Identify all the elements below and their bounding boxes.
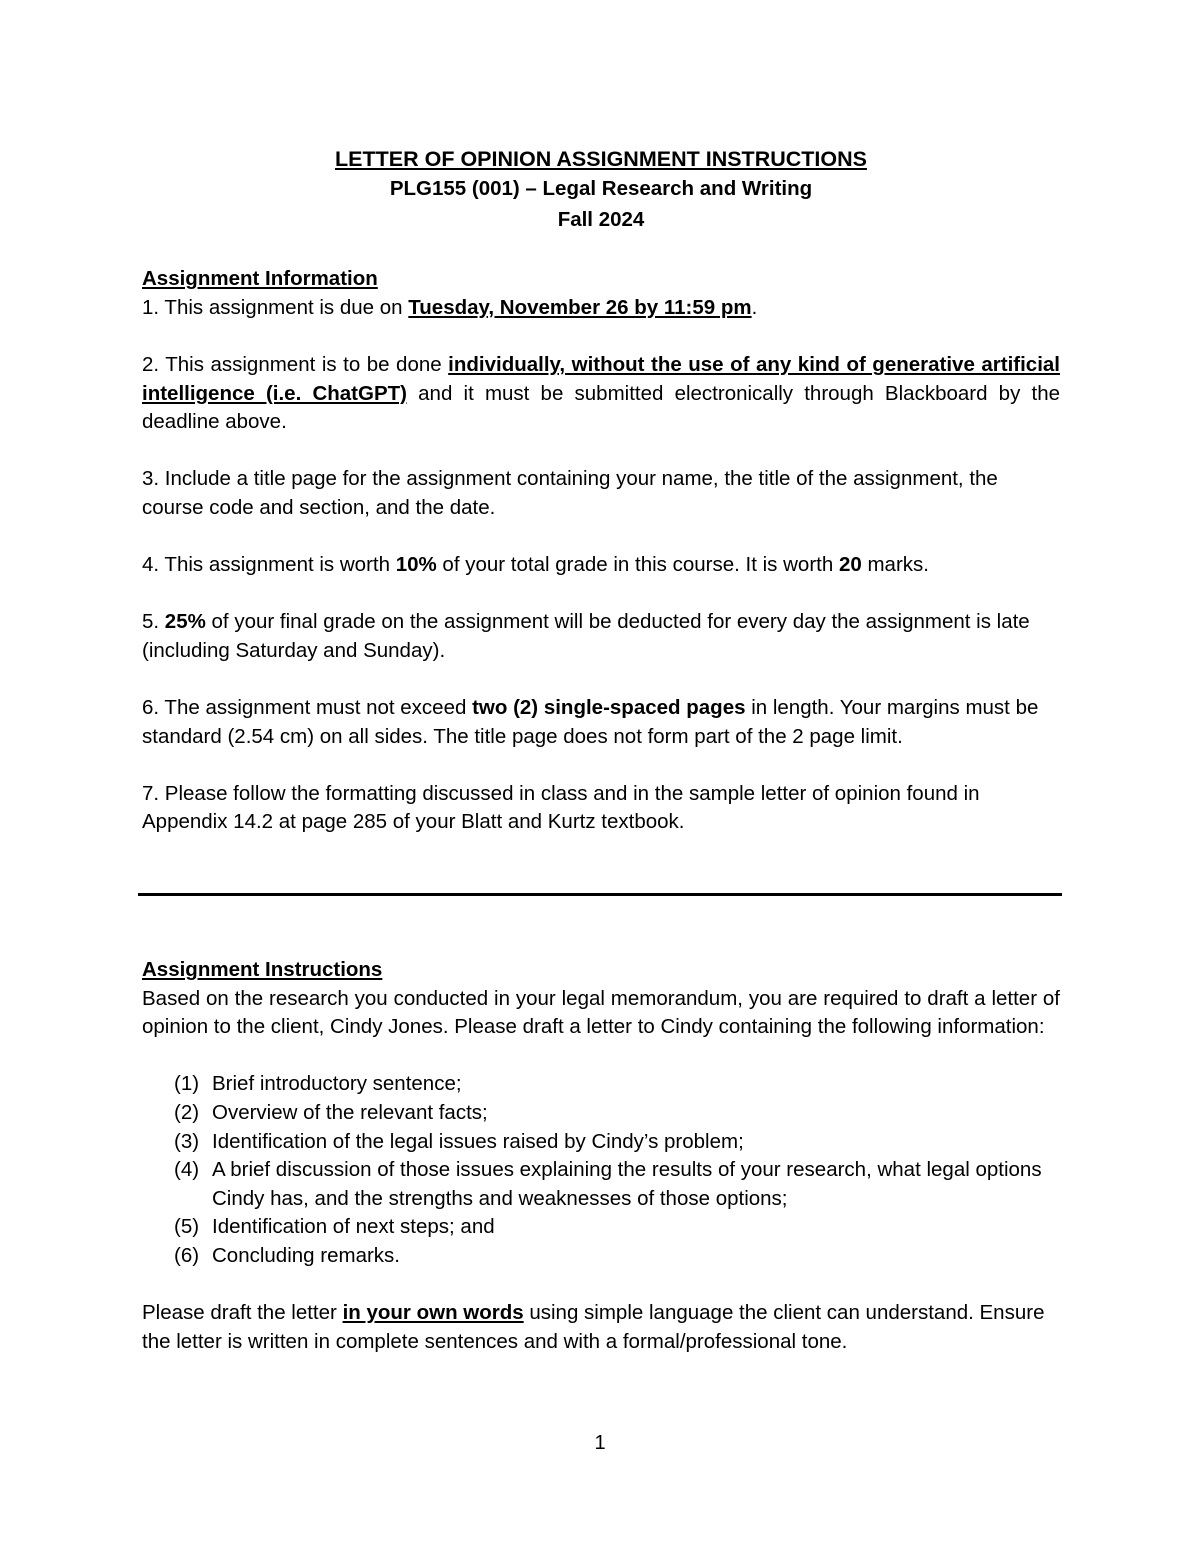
list-item: (5) Identification of next steps; and	[174, 1215, 495, 1239]
individual-work-emphasis: individually, without the use of any kind of generative artificial intelligence (i.e. ChatGPT)	[142, 352, 1060, 405]
info-heading: Assignment Information	[142, 267, 378, 291]
info-item-1: 1. This assignment is due on Tuesday, November 26 by 11:59 pm.	[142, 295, 758, 319]
horizontal-divider	[138, 893, 1062, 896]
list-item: (1) Brief introductory sentence;	[174, 1072, 462, 1096]
list-item: (6) Concluding remarks.	[174, 1243, 400, 1267]
instructions-intro: Based on the research you conducted in your legal memorandum, you are required to draft a letter of opinion to the client, Cindy Jones. Please draft a letter to Cindy containing the following information:	[142, 986, 1060, 1039]
requirements-list	[142, 1070, 1060, 1270]
due-date: Tuesday, November 26 by 11:59 pm	[408, 295, 752, 319]
own-words-emphasis: in your own words	[342, 1301, 524, 1325]
list-item: (4) A brief discussion of those issues explaining the results of your research, what legal options Cindy has, and the strengths and weaknesses of those options;	[174, 1158, 1042, 1210]
info-item-2: 2. This assignment is to be done individually, without the use of any kind of generative artificial intelligence (i.e. ChatGPT) and it must be submitted electronically through Blackboard by the deadline above.	[142, 352, 1060, 434]
term-line: Fall 2024	[557, 207, 645, 231]
list-item: (3) Identification of the legal issues raised by Cindy’s problem;	[174, 1129, 744, 1153]
info-item-7: 7. Please follow the formatting discussed in class and in the sample letter of opinion found in Appendix 14.2 at page 285 of your Blatt and Kurtz textbook.	[142, 781, 980, 834]
list-item: (2) Overview of the relevant facts;	[174, 1100, 488, 1124]
info-item-3: 3. Include a title page for the assignment containing your name, the title of the assignment, the course code and section, and the date.	[142, 467, 998, 519]
info-item-5: 5. 25% of your final grade on the assignment will be deducted for every day the assignment is late (including Saturday and Sunday).	[142, 610, 1030, 662]
document-title: LETTER OF OPINION ASSIGNMENT INSTRUCTIONS	[335, 147, 867, 171]
page-number: 1	[594, 1432, 606, 1454]
instructions-heading: Assignment Instructions	[142, 958, 383, 981]
course-line: PLG155 (001) – Legal Research and Writing	[389, 177, 813, 200]
closing-paragraph: Please draft the letter in your own words using simple language the client can understand. Ensure the letter is written in complete sentences and with a formal/professional tone.	[142, 1301, 1045, 1353]
instructions-section	[142, 956, 1060, 1356]
info-item-6: 6. The assignment must not exceed two (2) single-spaced pages in length. Your margins must be standard (2.54 cm) on all sides. The title page does not form part of the 2 page limit.	[142, 696, 1039, 748]
upper-section	[142, 145, 1060, 837]
info-item-4: 4. This assignment is worth 10% of your total grade in this course. It is worth 20 marks.	[142, 553, 929, 577]
